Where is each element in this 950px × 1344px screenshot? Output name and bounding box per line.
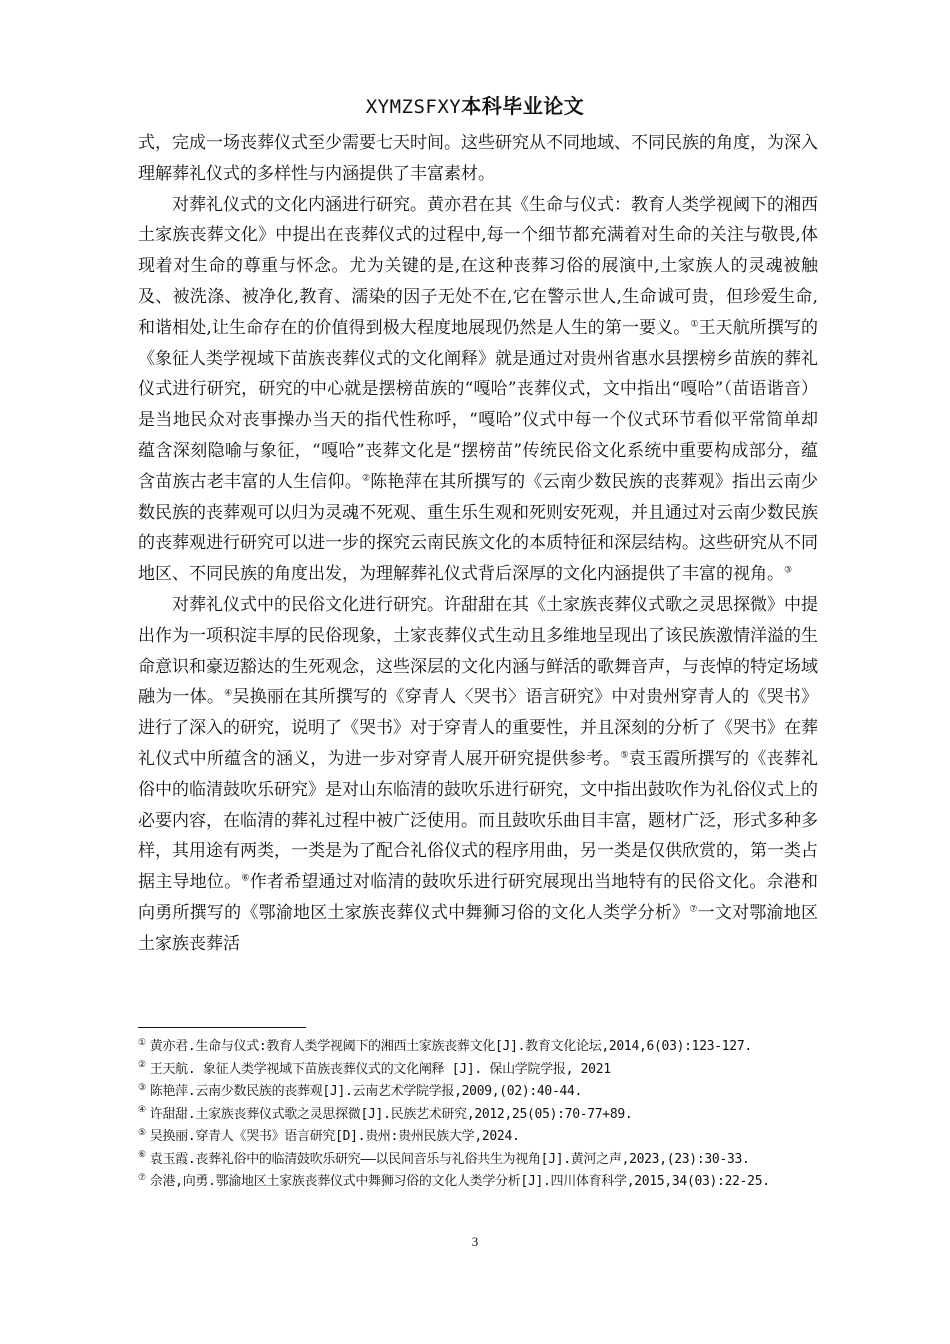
footnote-list xyxy=(138,1037,818,1195)
footnote-reference: ③ xyxy=(784,565,793,576)
footnote-mark: ⑦ xyxy=(138,1172,146,1183)
paragraph-text: 王天航所撰写的《象征人类学视域下苗族丧葬仪式的文化阐释》就是通过对贵州省惠水县摆榜乡苗族的葬礼仪式进行研究，研究的中心就是摆榜苗族的“嘎哈”丧葬仪式，文中指出“嘎哈”（苗语谐音）是当地民众对丧事操办当天的指代性称呼，“嘎哈”仪式中每一个仪式环节看似平常简单却蕴含深刻隐喻与象征，“嘎哈”丧葬文化是“摆榜苗”传统民俗文化系统中重要构成部分，蕴含苗族古老丰富的人生信仰。 xyxy=(138,317,818,492)
footnote-text: 黄亦君.生命与仪式:教育人类学视阈下的湘西土家族丧葬文化[J].教育文化论坛,2014,6(03):123-127. xyxy=(149,1039,752,1054)
footnote-reference: ② xyxy=(361,473,371,484)
paragraph-text: 对葬礼仪式的文化内涵进行研究。黄亦君在其《生命与仪式：教育人类学视阈下的湘西土家族丧葬文化》中提出在丧葬仪式的过程中,每一个细节都充满着对生命的关注与敬畏,体现着对生命的尊重与怀念。尤为关键的是,在这种丧葬习俗的展演中,土家族人的灵魂被触及、被洗涤、被净化,教育、濡染的因子无处不在,它在警示世人,生命诚可贵，但珍爱生命,和谐相处,让生命存在的价值得到极大程度地展现仍然是人生的第一要义。 xyxy=(138,194,818,338)
footnote-text: 袁玉霞.丧葬礼俗中的临清鼓吹乐研究——以民间音乐与礼俗共生为视角[J].黄河之声,2023,(23):30-33. xyxy=(149,1151,750,1167)
paragraph-text: 对葬礼仪式中的民俗文化进行研究。许甜甜在其《土家族丧葬仪式歌之灵思探微》中提出作为一项积淀丰厚的民俗现象，土家丧葬仪式生动且多维地呈现出了该民族激情洋溢的生命意识和豪迈豁达的生死观念，这些深层的文化内涵与鲜活的歌舞音声，与丧悼的特定场域融为一体。 xyxy=(138,594,818,708)
footnote-text: 吴换丽.穿青人《哭书》语言研究[D].贵州:贵州民族大学,2024. xyxy=(149,1129,520,1144)
paragraph-text: 一文对鄂渝地区土家族丧葬活 xyxy=(138,902,819,954)
body-paragraph xyxy=(138,590,818,960)
footnote-reference: ⑥ xyxy=(241,873,250,884)
footnote-mark: ③ xyxy=(138,1082,146,1093)
paragraph-text: 作者希望通过对临清的鼓吹乐进行研究展现出当地特有的民俗文化。佘港和向勇所撰写的《鄂渝地区土家族丧葬仪式中舞狮习俗的文化人类学分析》 xyxy=(138,872,819,923)
footnote-reference: ④ xyxy=(224,688,233,699)
footnote-item xyxy=(138,1105,818,1125)
page-header xyxy=(0,92,950,121)
footnote-reference: ⑤ xyxy=(620,750,629,761)
footnote-reference: ① xyxy=(690,319,699,330)
paragraph-text: 式，完成一场丧葬仪式至少需要七天时间。这些研究从不同地域、不同民族的角度，为深入理解葬礼仪式的多样性与内涵提供了丰富素材。 xyxy=(138,133,818,184)
body-text xyxy=(138,128,818,960)
footnote-mark: ② xyxy=(138,1060,146,1071)
paragraph-text: 陈艳萍在其所撰写的《云南少数民族的丧葬观》指出云南少数民族的丧葬观可以归为灵魂不死观、重生乐生观和死则安死观，并且通过对云南少数民族的丧葬观进行研究可以进一步的探究云南民族文化的本质特征和深层结构。这些研究从不同地区、不同民族的角度出发，为理解葬礼仪式背后深厚的文化内涵提供了丰富的视角。 xyxy=(138,471,819,585)
footnote-mark: ⑥ xyxy=(138,1150,146,1161)
footnote-mark: ⑤ xyxy=(138,1127,146,1138)
footnote-mark: ① xyxy=(138,1037,146,1048)
footnote-reference: ⑦ xyxy=(689,904,698,915)
paragraph-text: 吴换丽在其所撰写的《穿青人〈哭书〉语言研究》中对贵州穿青人的《哭书》进行了深入的研究，说明了《哭书》对于穿青人的重要性，并且深刻的分析了《哭书》在葬礼仪式中所蕴含的涵义，为进一步对穿青人展开研究提供参考。 xyxy=(138,687,819,769)
footnote-item xyxy=(138,1172,818,1192)
page-number: 3 xyxy=(471,1234,479,1249)
header-school-code: XYMZSFXY xyxy=(365,96,462,118)
body-paragraph xyxy=(138,190,818,590)
footnote-item xyxy=(138,1037,818,1057)
footnote-text: 陈艳萍.云南少数民族的丧葬观[J].云南艺术学院学报,2009,(02):40-44. xyxy=(149,1084,583,1099)
footnote-mark: ④ xyxy=(138,1105,146,1116)
footnote-text: 许甜甜.土家族丧葬仪式歌之灵思探微[J].民族艺术研究,2012,25(05):70-77+89. xyxy=(149,1106,633,1122)
footnote-item xyxy=(138,1060,818,1080)
header-thesis-title: 本科毕业论文 xyxy=(461,94,585,118)
body-paragraph xyxy=(138,128,818,190)
footnote-text: 王天航. 象征人类学视域下苗族丧葬仪式的文化阐释 [J]. 保山学院学报, 2021 xyxy=(149,1061,611,1077)
footnote-item xyxy=(138,1127,818,1147)
footnote-text: 佘港,向勇.鄂渝地区土家族丧葬仪式中舞狮习俗的文化人类学分析[J].四川体育科学,2015,34(03):22-25. xyxy=(149,1174,770,1189)
footnote-item xyxy=(138,1150,818,1170)
footnote-item xyxy=(138,1082,818,1102)
paragraph-text: 袁玉霞所撰写的《丧葬礼俗中的临清鼓吹乐研究》是对山东临清的鼓吹乐进行研究，文中指出鼓吹作为礼俗仪式上的必要内容，在临清的葬礼过程中被广泛使用。而且鼓吹乐曲目丰富，题材广泛，形式多种多样，其用途有两类，一类是为了配合礼俗仪式的程序用曲，另一类是仅供欣赏的，第一类占据主导地位。 xyxy=(138,748,819,893)
footnote-separator xyxy=(138,1027,306,1028)
